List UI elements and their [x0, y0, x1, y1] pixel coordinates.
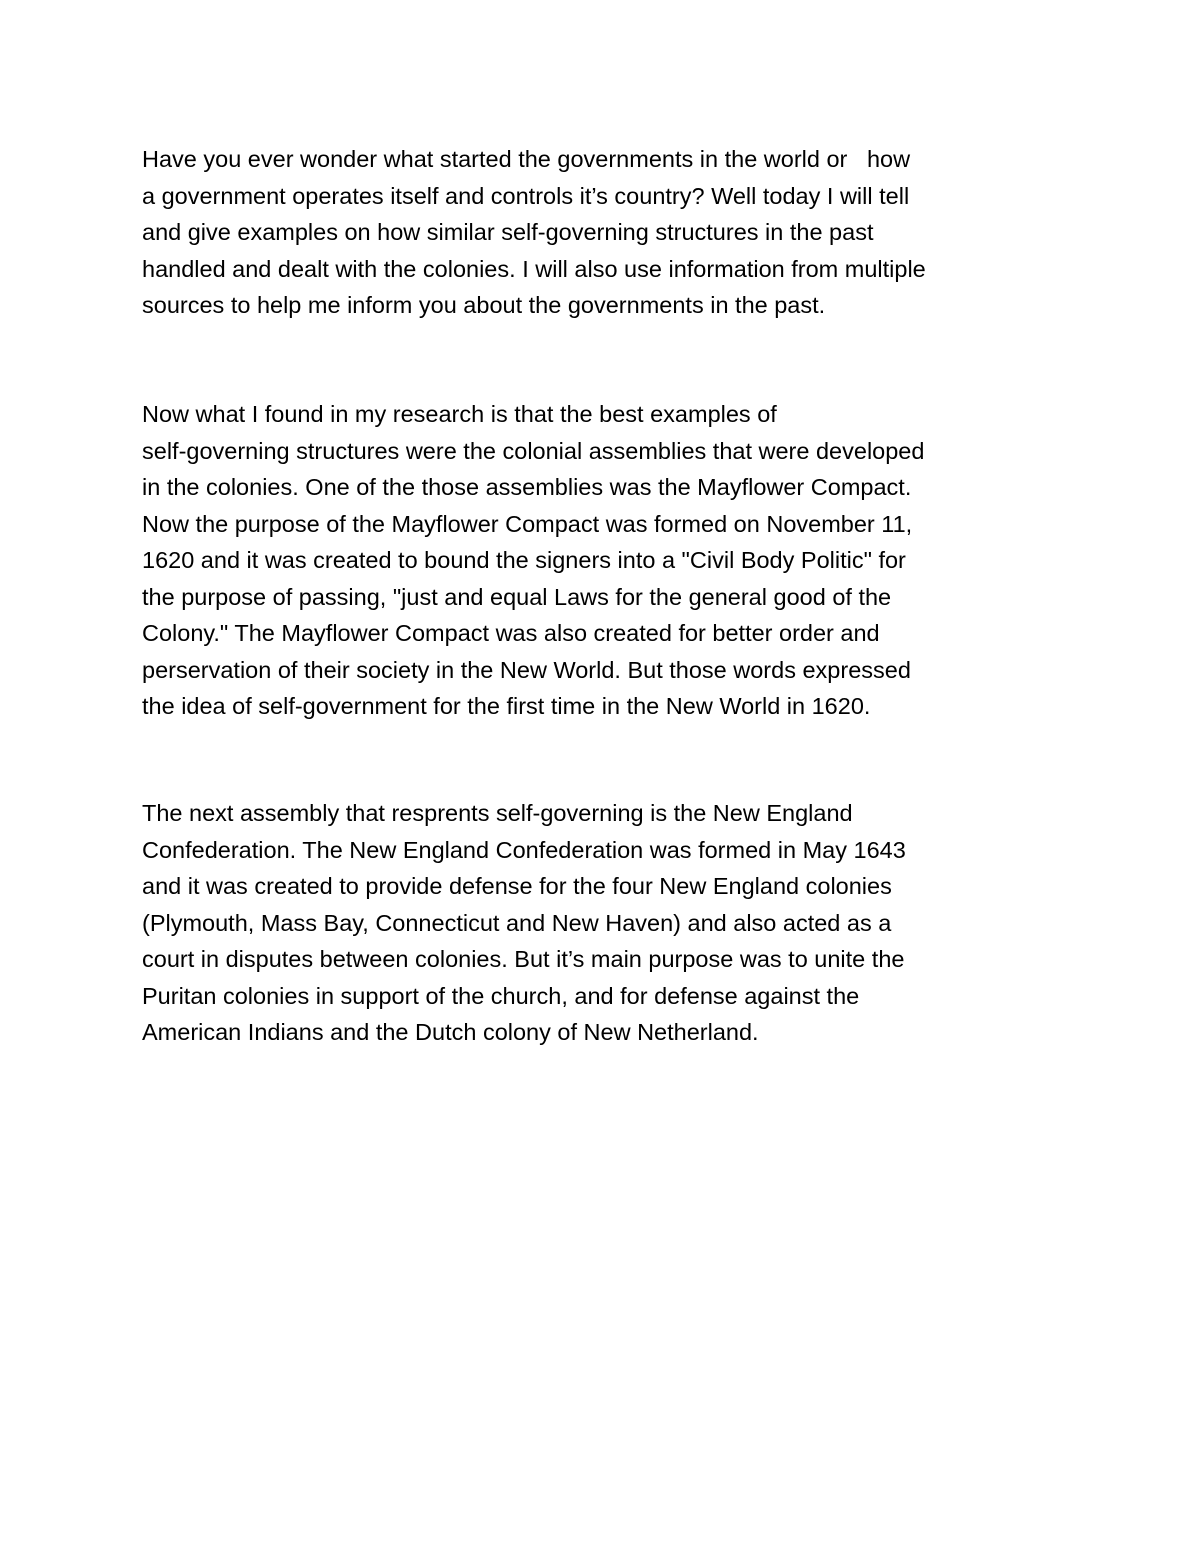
text-line: in the colonies. One of the those assemblies was the Mayflower Compact.: [142, 474, 912, 500]
text-line: handled and dealt with the colonies. I will also use information from multiple: [142, 255, 926, 282]
text-line: the purpose of passing, "just and equal Laws for the general good of the: [142, 583, 892, 610]
text-line: American Indians and the Dutch colony of New Netherland.: [142, 1019, 759, 1045]
text-line: Confederation. The New England Confederation was formed in May 1643: [142, 836, 906, 863]
text-line: a government operates itself and controls it’s country? Well today I will tell: [142, 182, 910, 209]
text-line: Now what I found in my research is that the best examples of: [142, 401, 777, 427]
text-line: the idea of self-government for the first time in the New World in 1620.: [142, 693, 871, 719]
text-line: Colony." The Mayflower Compact was also created for better order and: [142, 620, 880, 646]
text-line: 1620 and it was created to bound the signers into a "Civil Body Politic" for: [142, 547, 906, 573]
text-line: court in disputes between colonies. But it’s main purpose was to unite the: [142, 946, 905, 972]
text-line: self-governing structures were the colonial assemblies that were developed: [142, 437, 925, 464]
text-line: Now the purpose of the Mayflower Compact was formed on November 11,: [142, 510, 913, 537]
paragraph-introduction: [142, 141, 1082, 324]
text-line: (Plymouth, Mass Bay, Connecticut and New Haven) and also acted as a: [142, 909, 892, 936]
text-line: Puritan colonies in support of the church, and for defense against the: [142, 982, 860, 1009]
text-line: perservation of their society in the New World. But those words expressed: [142, 656, 911, 683]
text-line: and it was created to provide defense for the four New England colonies: [142, 873, 892, 899]
text-line: and give examples on how similar self-governing structures in the past: [142, 219, 874, 245]
text-line: sources to help me inform you about the governments in the past.: [142, 292, 826, 318]
text-line: The next assembly that resprents self-governing is the New England: [142, 800, 853, 826]
paragraph-mayflower-compact: [142, 396, 1082, 725]
text-line: Have you ever wonder what started the governments in the world or how: [142, 146, 911, 172]
paragraph-new-england-confederation: [142, 795, 1082, 1051]
